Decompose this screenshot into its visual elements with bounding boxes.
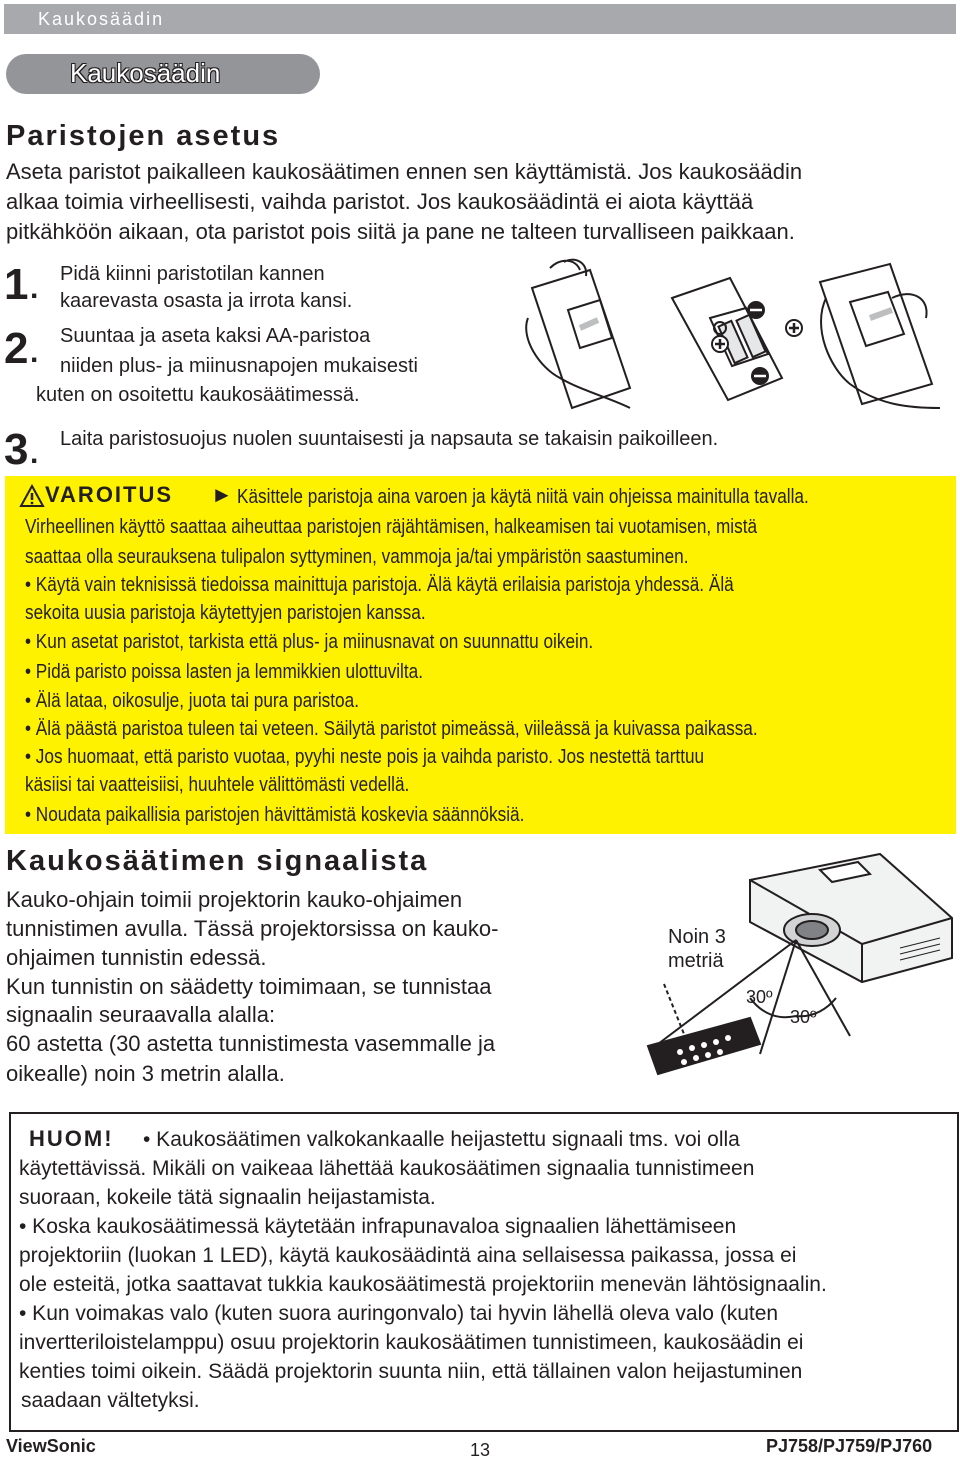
warning-triangle-icon xyxy=(19,484,45,508)
distance-label-line-2: metriä xyxy=(668,950,724,972)
warning-line-3: saattaa olla seurauksena tulipalon syttyminen, vammoja ja/tai ympäristön saastuminen. xyxy=(25,546,689,568)
signal-line-7: oikealle) noin 3 metrin alalla. xyxy=(6,1061,285,1086)
angle-label-left: 30º xyxy=(746,987,773,1007)
note-line-1: • Kaukosäätimen valkokankaalle heijastettu signaali tms. voi olla xyxy=(143,1128,740,1151)
note-line-10: saadaan vältetyksi. xyxy=(21,1389,200,1412)
signal-line-5: signaalin seuraavalla alalla: xyxy=(6,1002,276,1027)
note-line-6: ole esteitä, jotka saattavat tukkia kaukosäätimestä projektoriin menevän lähtösignaalin. xyxy=(19,1273,827,1296)
signal-range-illustration xyxy=(600,848,956,1098)
battery-intro-1: Aseta paristot paikalleen kaukosäätimen ennen sen käyttämistä. Jos kaukosäädin xyxy=(6,159,803,184)
warning-line-9: • Älä päästä paristoa tuleen tai veteen. Säilytä paristot pimeässä, viileässä ja kuivassa paikassa. xyxy=(25,718,758,740)
battery-intro-3: pitkähköön aikaan, ota paristot pois siitä ja pane ne talteen turvalliseen paikkaan. xyxy=(6,219,795,244)
warning-line-4: • Käytä vain teknisissä tiedoissa mainittuja paristoja. Älä käytä erilaisia paristoja yhdessä. Älä xyxy=(25,574,734,596)
signal-line-6: 60 astetta (30 astetta tunnistimesta vasemmalle ja xyxy=(6,1031,496,1056)
signal-heading: Kaukosäätimen signaalista xyxy=(6,845,429,877)
section-tab-label: Kaukosäädin xyxy=(38,9,165,29)
signal-line-2: tunnistimen avulla. Tässä projektorsissa on kauko- xyxy=(6,916,499,941)
note-line-4: • Koska kaukosäätimessä käytetään infrapunavaloa signaalien lähettämiseen xyxy=(19,1215,737,1238)
signal-line-1: Kauko-ohjain toimii projektorin kauko-ohjaimen xyxy=(6,887,463,912)
battery-install-illustration xyxy=(520,258,950,418)
warning-line-1: Käsittele paristoja aina varoen ja käytä niitä vain ohjeissa mainitulla tavalla. xyxy=(237,486,809,508)
warning-line-5: sekoita uusia paristoja käytettyjen paristojen kanssa. xyxy=(25,602,426,624)
title-pill-label: Kaukosäädin xyxy=(70,58,221,88)
battery-intro-2: alkaa toimia virheellisesti, vaihda paristot. Jos kaukosäädintä ei aiota käyttää xyxy=(6,189,754,214)
note-line-7: • Kun voimakas valo (kuten suora auringonvalo) tai hyvin lähellä oleva valo (kuten xyxy=(19,1302,779,1325)
footer-models: PJ758/PJ759/PJ760 xyxy=(766,1436,933,1456)
step-1-line-2: kaarevasta osasta ja irrota kansi. xyxy=(60,290,353,312)
signal-line-4: Kun tunnistin on säädetty toimimaan, se tunnistaa xyxy=(6,974,492,999)
note-line-3: suoraan, kokeile tätä signaalin heijastamista. xyxy=(19,1186,436,1209)
note-box xyxy=(9,1112,959,1432)
step-2-line-2: niiden plus- ja miinusnapojen mukaisesti xyxy=(60,355,418,377)
section-tab-bar xyxy=(4,4,956,34)
warning-line-11: käsiisi tai vaatteisiisi, huuhtele välittömästi vedellä. xyxy=(25,774,410,796)
play-arrow-icon: ► xyxy=(211,482,233,507)
title-pill xyxy=(6,54,320,94)
footer-page-number: 13 xyxy=(470,1440,491,1460)
note-line-5: projektoriin (luokan 1 LED), käytä kaukosäädintä aina sellaisessa paikassa, jossa ei xyxy=(19,1244,797,1267)
step-3-dot: . xyxy=(30,437,39,470)
warning-box xyxy=(5,476,956,834)
step-1-number: 1 xyxy=(4,260,29,309)
footer-brand: ViewSonic xyxy=(6,1436,96,1456)
warning-line-8: • Älä lataa, oikosulje, juota tai pura paristoa. xyxy=(25,690,359,712)
note-line-9: kenties toimi oikein. Säädä projektorin suunta niin, että tällainen valon heijastuminen xyxy=(19,1360,803,1383)
signal-line-3: ohjaimen tunnistin edessä. xyxy=(6,945,267,970)
step-1-dot: . xyxy=(30,272,39,305)
step-2-line-3: kuten on osoitettu kaukosäätimessä. xyxy=(36,384,360,406)
warning-label: VAROITUS xyxy=(45,482,174,507)
note-label: HUOM! xyxy=(29,1126,114,1151)
warning-line-12: • Noudata paikallisia paristojen hävittämistä koskevia säännöksiä. xyxy=(25,804,525,826)
battery-heading: Paristojen asetus xyxy=(6,120,281,152)
step-2-number: 2 xyxy=(4,324,29,373)
warning-line-2: Virheellinen käyttö saattaa aiheuttaa paristojen räjähtämisen, halkeamisen tai vuotamisen, mistä xyxy=(25,516,758,538)
warning-line-6: • Kun asetat paristot, tarkista että plus- ja miinusnavat on suunnattu oikein. xyxy=(25,631,594,653)
note-line-8: invertteriloistelamppu) osuu projektorin kaukosäätimen tunnistimeen, kaukosäädin ei xyxy=(19,1331,804,1354)
warning-line-10: • Jos huomaat, että paristo vuotaa, pyyhi neste pois ja vaihda paristo. Jos nestettä tarttuu xyxy=(25,746,705,768)
distance-label-line-1: Noin 3 xyxy=(668,926,726,948)
angle-label-right: 30º xyxy=(790,1007,817,1027)
warning-line-7: • Pidä paristo poissa lasten ja lemmikkien ulottuvilta. xyxy=(25,661,423,683)
note-line-2: käytettävissä. Mikäli on vaikeaa lähettää kaukosäätimen signaalia tunnistimeen xyxy=(19,1157,755,1180)
step-3-line-1: Laita paristosuojus nuolen suuntaisesti ja napsauta se takaisin paikoilleen. xyxy=(60,428,719,450)
step-1-line-1: Pidä kiinni paristotilan kannen xyxy=(60,263,325,285)
step-2-line-1: Suuntaa ja aseta kaksi AA-paristoa xyxy=(60,325,371,347)
step-2-dot: . xyxy=(30,336,39,369)
step-3-number: 3 xyxy=(4,425,29,474)
